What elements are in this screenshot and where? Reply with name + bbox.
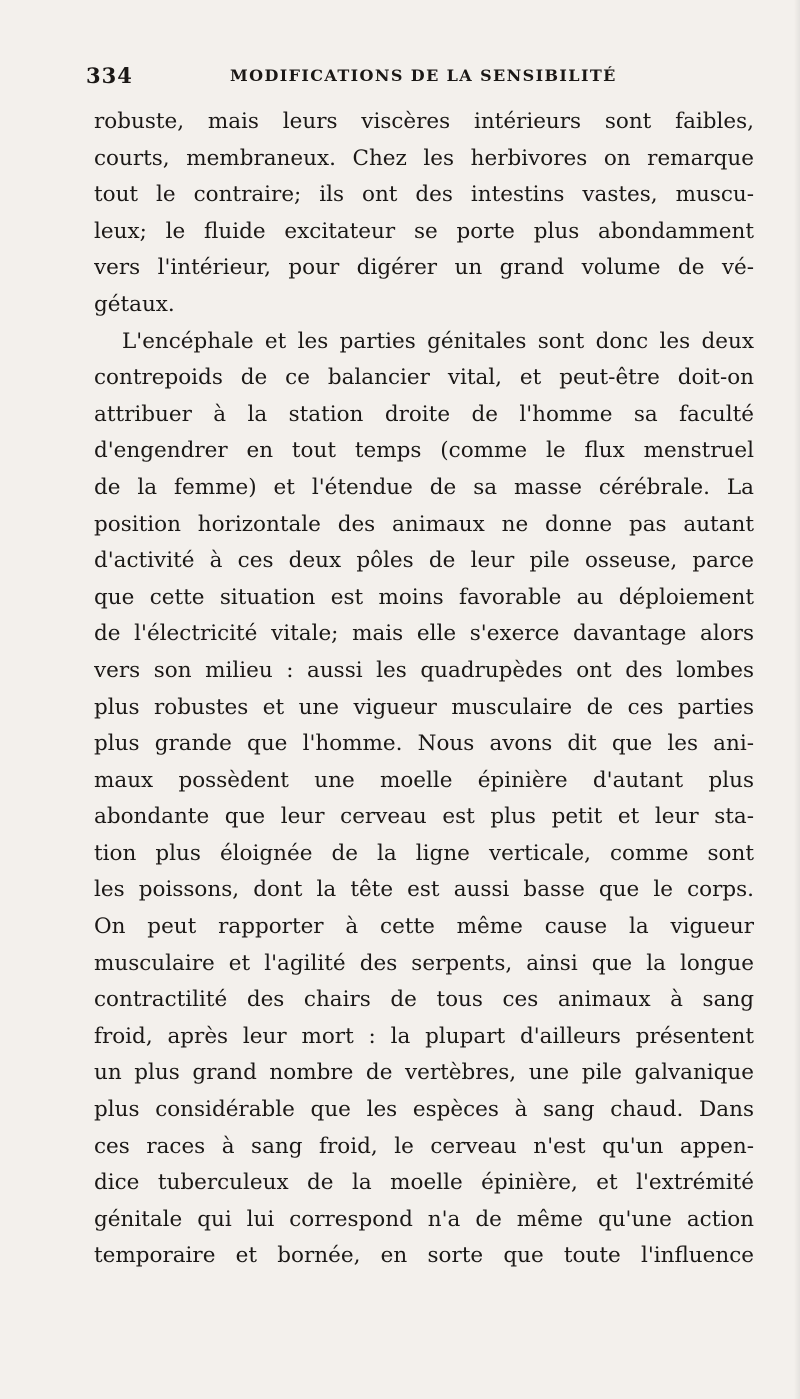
text-line: contrepoids de ce balancier vital, et peut-être doit-on <box>94 365 754 391</box>
running-title: MODIFICATIONS DE LA SENSIBILITÉ <box>230 66 617 85</box>
text-line: gétaux. <box>94 291 175 317</box>
text-line: génitale qui lui correspond n'a de même qu'une action <box>94 1206 754 1232</box>
text-line: de l'électricité vitale; mais elle s'exerce davantage alors <box>94 621 754 647</box>
text-line: les poissons, dont la tête est aussi basse que le corps. <box>94 877 754 903</box>
text-line: leux; le fluide excitateur se porte plus abondamment <box>94 218 754 244</box>
text-line: plus robustes et une vigueur musculaire de ces parties <box>94 694 754 720</box>
text-line: temporaire et bornée, en sorte que toute l'influence <box>94 1243 754 1269</box>
text-line: position horizontale des animaux ne donne pas autant <box>94 511 754 537</box>
text-line: tion plus éloignée de la ligne verticale, comme sont <box>94 840 754 866</box>
text-line: musculaire et l'agilité des serpents, ainsi que la longue <box>94 950 754 976</box>
text-line: plus considérable que les espèces à sang chaud. Dans <box>94 1097 754 1123</box>
text-line: que cette situation est moins favorable au déploiement <box>94 584 754 610</box>
text-line: vers l'intérieur, pour digérer un grand volume de vé- <box>94 255 754 281</box>
text-line: de la femme) et l'étendue de sa masse cérébrale. La <box>94 474 754 500</box>
text-line: d'activité à ces deux pôles de leur pile osseuse, parce <box>94 548 754 574</box>
text-line: ces races à sang froid, le cerveau n'est qu'un appen- <box>94 1133 754 1159</box>
text-line: robuste, mais leurs viscères intérieurs sont faibles, <box>94 109 754 134</box>
text-line: un plus grand nombre de vertèbres, une pile galvanique <box>94 1060 754 1086</box>
text-line: d'engendrer en tout temps (comme le flux menstruel <box>94 438 754 464</box>
text-line: attribuer à la station droite de l'homme sa faculté <box>94 401 754 427</box>
text-line: plus grande que l'homme. Nous avons dit que les ani- <box>94 731 754 757</box>
text-line: On peut rapporter à cette même cause la vigueur <box>94 914 754 940</box>
page-number: 334 <box>86 63 133 88</box>
text-line: maux possèdent une moelle épinière d'autant plus <box>94 767 754 793</box>
text-line: tout le contraire; ils ont des intestins vastes, muscu- <box>94 182 754 208</box>
body-text <box>94 104 754 1275</box>
paragraph-start-line: L'encéphale et les parties génitales sont donc les deux <box>122 328 754 354</box>
running-head <box>86 63 746 93</box>
text-line: vers son milieu : aussi les quadrupèdes ont des lombes <box>94 657 754 683</box>
text-line: dice tuberculeux de la moelle épinière, et l'extrémité <box>94 1170 754 1196</box>
text-line: courts, membraneux. Chez les herbivores on remarque <box>94 145 754 171</box>
text-line: abondante que leur cerveau est plus petit et leur sta- <box>94 804 754 830</box>
text-line: froid, après leur mort : la plupart d'ailleurs présentent <box>94 1023 754 1049</box>
text-line: contractilité des chairs de tous ces animaux à sang <box>94 987 754 1013</box>
